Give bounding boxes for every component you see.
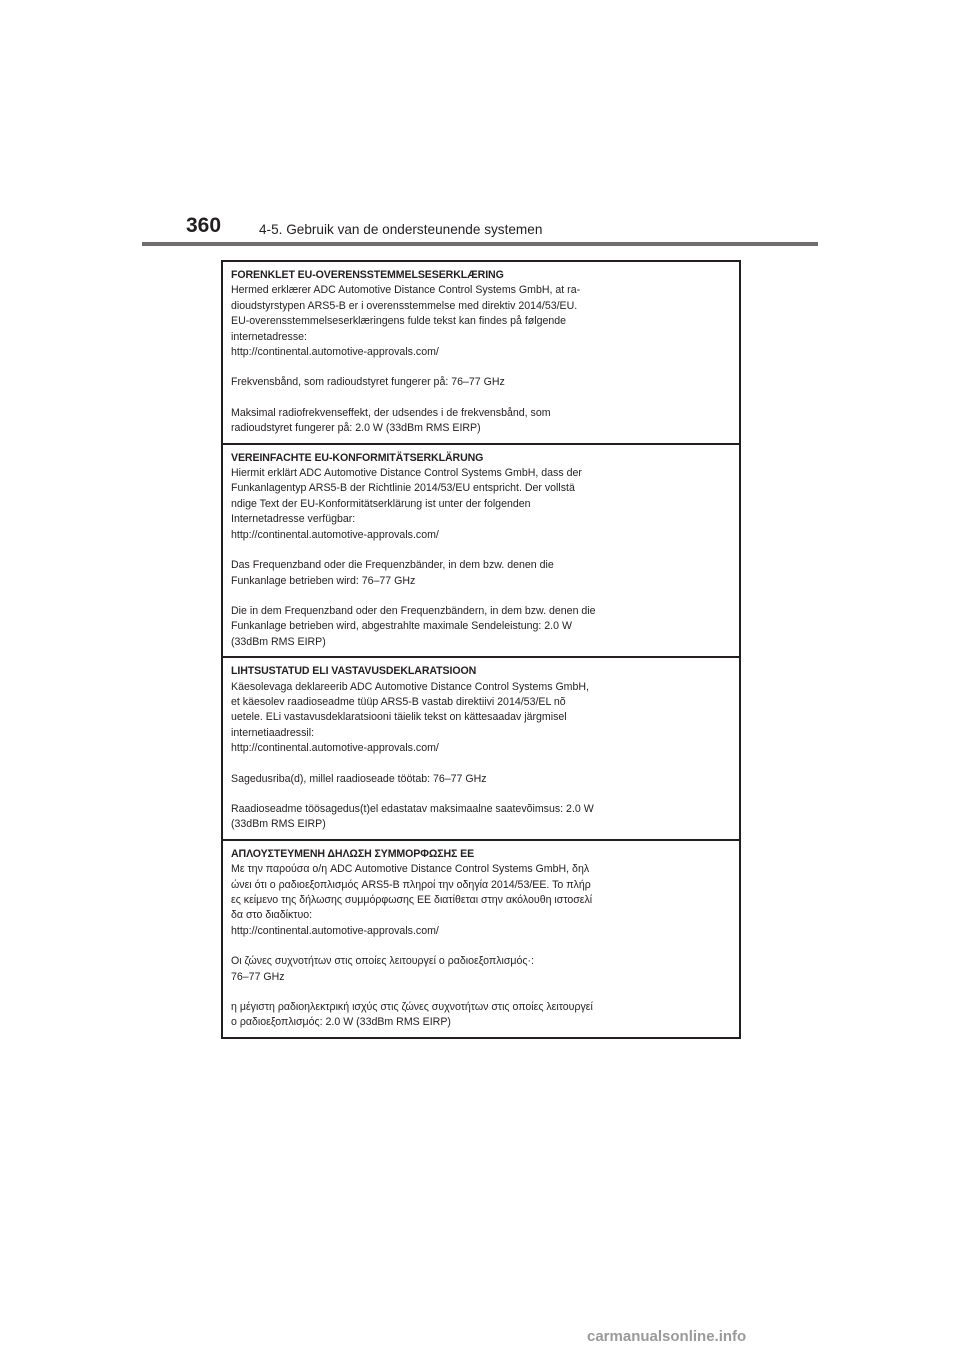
page-number: 360 — [186, 214, 222, 237]
text-line: http://continental.automotive-approvals.com/ — [231, 528, 439, 541]
declaration-paragraph — [231, 604, 731, 650]
declaration-section-greek — [223, 841, 739, 1037]
declaration-title: FORENKLET EU-OVERENSSTEMMELSESERKLÆRING — [231, 269, 504, 281]
text-line: http://continental.automotive-approvals.com/ — [231, 346, 439, 359]
text-line: Käesolevaga deklareerib ADC Automotive Distance Control Systems GmbH, — [231, 680, 589, 693]
text-line: ο ραδιοεξοπλισμός: 2.0 W (33dBm RMS EIRP) — [231, 1016, 451, 1029]
text-line: Funkanlage betrieben wird, abgestrahlte maximale Sendeleistung: 2.0 W — [231, 620, 572, 633]
declaration-section-danish — [223, 262, 739, 445]
text-line: Raadioseadme töösagedus(t)el edastatav maksimaalne saatevõimsus: 2.0 W — [231, 802, 594, 815]
header-rule — [142, 242, 818, 246]
text-line: ώνει ότι ο ραδιοεξοπλισμός ARS5-B πληροί την οδηγία 2014/53/ΕΕ. Το πλήρ — [231, 878, 591, 891]
text-line: http://continental.automotive-approvals.com/ — [231, 924, 439, 937]
text-line: Hiermit erklärt ADC Automotive Distance Control Systems GmbH, dass der — [231, 467, 582, 480]
text-line: Die in dem Frequenzband oder den Frequenzbändern, in dem bzw. denen die — [231, 604, 596, 617]
declaration-paragraph — [231, 680, 731, 757]
text-line: Das Frequenzband oder die Frequenzbänder, in dem bzw. denen die — [231, 559, 554, 572]
declaration-box — [221, 260, 741, 1039]
text-line: Hermed erklærer ADC Automotive Distance Control Systems GmbH, at ra- — [231, 284, 581, 297]
text-line: Οι ζώνες συχνοτήτων στις οποίες λειτουργεί ο ραδιοεξοπλισμός·: — [231, 955, 534, 968]
text-line: Funkanlage betrieben wird: 76–77 GHz — [231, 574, 416, 587]
watermark: carmanualsonline.info — [587, 1328, 747, 1345]
text-line: Sagedusriba(d), millel raadioseade töötab: 76–77 GHz — [231, 772, 487, 785]
text-line: uetele. ELi vastavusdeklaratsiooni täielik tekst on kättesaadav järgmisel — [231, 711, 567, 724]
declaration-section-estonian — [223, 658, 739, 841]
declaration-paragraph — [231, 558, 731, 589]
declaration-paragraph — [231, 772, 731, 787]
text-line: internetadresse: — [231, 330, 307, 343]
declaration-paragraph — [231, 1000, 731, 1031]
text-line: η μέγιστη ραδιοηλεκτρική ισχύς στις ζώνες συχνοτήτων στις οποίες λειτουργεί — [231, 1001, 593, 1014]
text-line: http://continental.automotive-approvals.com/ — [231, 742, 439, 755]
text-line: Internetadresse verfügbar: — [231, 513, 356, 526]
declaration-paragraph — [231, 862, 731, 939]
text-line: (33dBm RMS EIRP) — [231, 818, 326, 831]
text-line: Funkanlagentyp ARS5-B der Richtlinie 2014/53/EU entspricht. Der vollstä — [231, 482, 575, 495]
section-title: 4-5. Gebruik van de ondersteunende systemen — [259, 222, 543, 237]
text-line: Με την παρούσα ο/η ADC Automotive Distance Control Systems GmbH, δηλ — [231, 863, 590, 876]
text-line: Maksimal radiofrekvenseffekt, der udsendes i de frekvensbånd, som — [231, 406, 551, 419]
declaration-paragraph — [231, 375, 731, 390]
text-line: dioudstyrstypen ARS5-B er i overensstemmelse med direktiv 2014/53/EU. — [231, 299, 578, 312]
declaration-paragraph — [231, 466, 731, 543]
text-line: EU-overensstemmelseserklæringens fulde tekst kan findes på følgende — [231, 315, 567, 328]
text-line: (33dBm RMS EIRP) — [231, 635, 326, 648]
text-line: et käesolev raadioseadme tüüp ARS5-B vastab direktiivi 2014/53/EL nõ — [231, 695, 566, 708]
text-line: δα στο διαδίκτυο: — [231, 909, 313, 922]
declaration-title: ΑΠΛΟΥΣΤΕΥΜΕΝΗ ΔΗΛΩΣΗ ΣΥΜΜΟΡΦΩΣΗΣ ΕΕ — [231, 847, 475, 860]
declaration-title: VEREINFACHTE EU-KONFORMITÄTSERKLÄRUNG — [231, 451, 484, 464]
declaration-paragraph — [231, 283, 731, 360]
declaration-title: LIHTSUSTATUD ELI VASTAVUSDEKLARATSIOON — [231, 665, 477, 678]
declaration-paragraph — [231, 954, 731, 985]
text-line: internetiaadressil: — [231, 726, 315, 739]
text-line: ες κείμενο της δήλωσης συμμόρφωσης ΕΕ διατίθεται στην ακόλουθη ιστοσελί — [231, 894, 593, 906]
text-line: 76–77 GHz — [231, 970, 285, 983]
text-line: radioudstyret fungerer på: 2.0 W (33dBm RMS EIRP) — [231, 422, 481, 435]
declaration-paragraph — [231, 802, 731, 833]
declaration-paragraph — [231, 406, 731, 437]
text-line: ndige Text der EU-Konformitätserklärung ist unter der folgenden — [231, 497, 531, 510]
text-line: Frekvensbånd, som radioudstyret fungerer på: 76–77 GHz — [231, 376, 505, 389]
declaration-section-german — [223, 445, 739, 658]
